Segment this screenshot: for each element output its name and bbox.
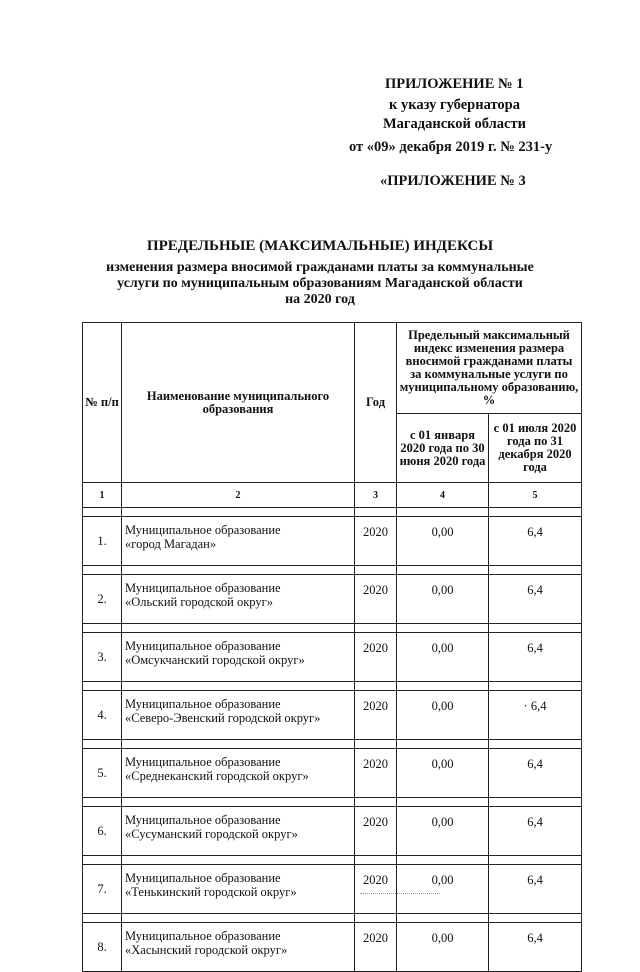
column-number: 3 [355,483,397,508]
municipality-name-line-2: «Омсукчанский городской округ» [125,653,305,667]
row-number: 6. [83,807,122,856]
index-period-2: · 6,4 [489,691,582,740]
row-year: 2020 [355,923,397,972]
municipality-name [122,517,355,566]
table-row [83,749,582,798]
col-header-year: Год [355,323,397,483]
row-number: 1. [83,517,122,566]
municipality-name-line-2: «Ольский городской округ» [125,595,273,609]
index-period-2: 6,4 [489,749,582,798]
table-row [83,633,582,682]
row-year: 2020 [355,691,397,740]
municipality-name [122,749,355,798]
row-number: 5. [83,749,122,798]
decree-date: от «09» декабря 2019 г. № 231-у [349,139,553,155]
municipality-name [122,923,355,972]
index-period-1: 0,00 [397,633,489,682]
column-number: 1 [83,483,122,508]
index-period-1: 0,00 [397,923,489,972]
row-number: 7. [83,865,122,914]
document-subtitle-3: на 2020 год [285,292,355,307]
page-bottom-marks [360,893,440,896]
column-number-row [83,483,582,508]
appendix-3-heading: «ПРИЛОЖЕНИЕ № 3 [380,173,526,189]
index-period-2: 6,4 [489,807,582,856]
index-period-2: 6,4 [489,517,582,566]
municipality-name-line-2: «город Магадан» [125,537,217,551]
decree-line-2: Магаданской области [383,116,526,132]
municipality-name-line-2: «Среднеканский городской округ» [125,769,309,783]
col-header-index: Предельный максимальный индекс изменения размера вносимой гражданами платы за коммунальные услуги по муниципальному образованию, % [397,323,582,414]
column-number: 2 [122,483,355,508]
indices-table [82,322,582,972]
column-number: 4 [397,483,489,508]
row-gap [83,508,582,517]
municipality-name-line-1: Муниципальное образование [125,639,281,653]
row-year: 2020 [355,865,397,914]
municipality-name-line-1: Муниципальное образование [125,755,281,769]
col-header-number: № п/п [83,323,122,483]
index-period-1: 0,00 [397,807,489,856]
index-period-2: 6,4 [489,575,582,624]
municipality-name-line-2: «Тенькинский городской округ» [125,885,297,899]
row-gap [83,740,582,749]
row-gap [83,914,582,923]
municipality-name-line-1: Муниципальное образование [125,581,281,595]
index-period-1: 0,00 [397,691,489,740]
row-number: 4. [83,691,122,740]
row-number: 8. [83,923,122,972]
index-period-1: 0,00 [397,517,489,566]
municipality-name-line-1: Муниципальное образование [125,813,281,827]
row-gap [83,798,582,807]
table-row [83,807,582,856]
table-row [83,691,582,740]
municipality-name-line-2: «Сусуманский городской округ» [125,827,298,841]
col-header-period-1: с 01 января 2020 года по 30 июня 2020 года [397,414,489,483]
document-subtitle-1: изменения размера вносимой гражданами платы за коммунальные [106,260,534,275]
col-header-name: Наименование муниципального образования [122,323,355,483]
table-row [83,517,582,566]
table-row [83,865,582,914]
row-gap [83,624,582,633]
index-period-2: 6,4 [489,923,582,972]
municipality-name-line-1: Муниципальное образование [125,523,281,537]
row-year: 2020 [355,749,397,798]
row-gap [83,856,582,865]
table-row [83,575,582,624]
index-period-1: 0,00 [397,749,489,798]
index-period-1: 0,00 [397,865,489,914]
decree-line-1: к указу губернатора [389,97,520,113]
row-year: 2020 [355,575,397,624]
row-number: 3. [83,633,122,682]
row-year: 2020 [355,807,397,856]
row-gap [83,566,582,575]
row-year: 2020 [355,633,397,682]
municipality-name [122,575,355,624]
document-title: ПРЕДЕЛЬНЫЕ (МАКСИМАЛЬНЫЕ) ИНДЕКСЫ [146,238,494,254]
municipality-name-line-2: «Хасынский городской округ» [125,943,288,957]
municipality-name [122,633,355,682]
row-number: 2. [83,575,122,624]
municipality-name [122,807,355,856]
index-period-2: 6,4 [489,865,582,914]
appendix-heading: ПРИЛОЖЕНИЕ № 1 [385,76,524,92]
document-subtitle-2: услуги по муниципальным образованиям Магаданской области [117,276,523,291]
municipality-name [122,865,355,914]
row-gap [83,682,582,691]
column-number: 5 [489,483,582,508]
index-period-2: 6,4 [489,633,582,682]
table-row [83,923,582,972]
col-header-period-2: с 01 июля 2020 года по 31 декабря 2020 года [489,414,582,483]
row-year: 2020 [355,517,397,566]
municipality-name-line-1: Муниципальное образование [125,929,281,943]
municipality-name [122,691,355,740]
municipality-name-line-1: Муниципальное образование [125,697,281,711]
index-period-1: 0,00 [397,575,489,624]
municipality-name-line-1: Муниципальное образование [125,871,281,885]
municipality-name-line-2: «Северо-Эвенский городской округ» [125,711,321,725]
